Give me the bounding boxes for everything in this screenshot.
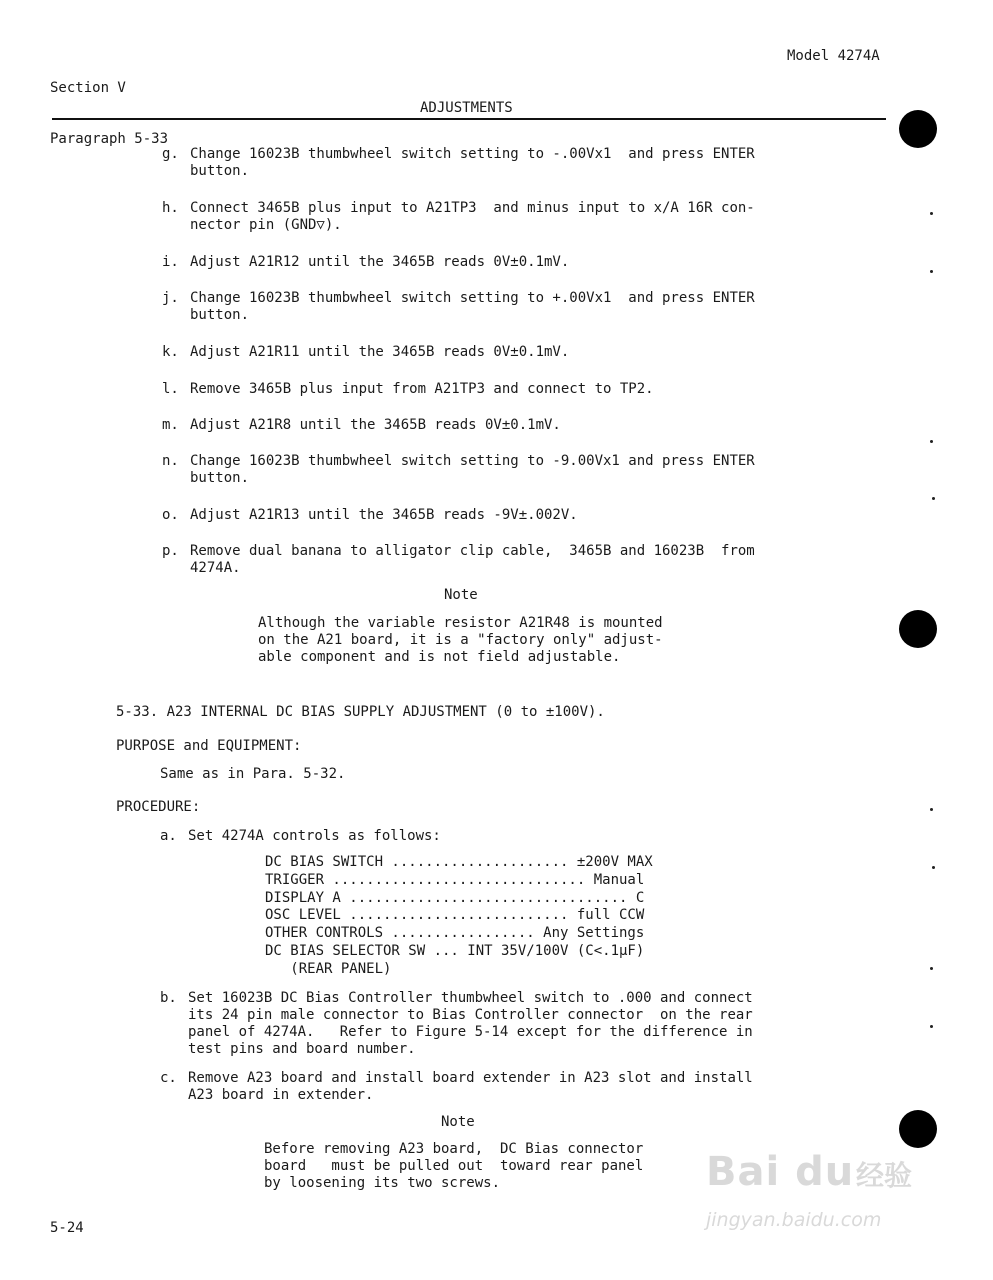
step-text: Adjust A21R8 until the 3465B reads 0V±0.1mV. (190, 417, 561, 433)
step-text: Adjust A21R12 until the 3465B reads 0V±0.1mV. (190, 254, 570, 270)
binder-hole (899, 110, 937, 148)
setting-row: DISPLAY A ................................. C (265, 889, 645, 906)
step-letter: k. (162, 344, 179, 360)
binder-hole (899, 610, 937, 648)
step-letter: b. (160, 990, 177, 1006)
setting-row: TRIGGER .............................. Manual (265, 871, 645, 888)
step-letter: m. (162, 417, 179, 433)
note-body: Before removing A23 board, DC Bias connector board must be pulled out toward rear panel by loosening its two screws. (264, 1141, 644, 1191)
step-text: Change 16023B thumbwheel switch setting to -9.00Vx1 and press ENTER button. (190, 453, 755, 486)
step-text: Set 16023B DC Bias Controller thumbwheel switch to .000 and connect its 24 pin male connector to Bias Controller connector on the rear panel of 4274A. Refer to Figure 5-14 except for the difference in test pins and board number. (188, 990, 753, 1057)
step-letter: p. (162, 543, 179, 559)
step-text: Change 16023B thumbwheel switch setting to +.00Vx1 and press ENTER button. (190, 290, 755, 323)
section-heading (50, 46, 168, 165)
setting-row: (REAR PANEL) (265, 960, 392, 977)
step-letter: l. (162, 381, 179, 397)
setting-row: DC BIAS SWITCH ..................... ±200V MAX (265, 854, 653, 870)
section-label: Section V (50, 80, 126, 96)
watermark-url: jingyan.baidu.com (706, 1209, 882, 1231)
step-text: Remove 3465B plus input from A21TP3 and connect to TP2. (190, 381, 654, 397)
watermark-cn: 经验 (856, 1159, 913, 1192)
speck (930, 212, 933, 215)
watermark (706, 1148, 946, 1248)
speck (930, 967, 933, 970)
speck (932, 497, 935, 500)
setting-row: DC BIAS SELECTOR SW ... INT 35V/100V (C<.1μF) (265, 942, 645, 959)
purpose-text: Same as in Para. 5-32. (160, 766, 346, 782)
section-5-33-heading: 5-33. A23 INTERNAL DC BIAS SUPPLY ADJUSTMENT (0 to ±100V). (116, 704, 605, 720)
setting-row: OTHER CONTROLS ................. Any Settings (265, 925, 645, 942)
note-body: Although the variable resistor A21R48 is mounted on the A21 board, it is a "factory only" adjust- able component and is not field adjustable. (258, 615, 663, 665)
step-letter: j. (162, 290, 179, 306)
binder-hole (899, 1110, 937, 1148)
step-letter: o. (162, 507, 179, 523)
step-text: Connect 3465B plus input to A21TP3 and minus input to x/A 16R con- nector pin (GND▽). (190, 200, 755, 233)
step-text: Adjust A21R11 until the 3465B reads 0V±0.1mV. (190, 344, 570, 360)
model-label: Model 4274A (787, 48, 880, 64)
step-letter: a. (160, 828, 177, 844)
paragraph-label: Paragraph 5-33 (50, 131, 169, 147)
step-text: Adjust A21R13 until the 3465B reads -9V±.002V. (190, 507, 578, 523)
step-text: Set 4274A controls as follows: (188, 828, 441, 844)
step-letter: h. (162, 200, 179, 216)
step-text: Change 16023B thumbwheel switch setting to -.00Vx1 and press ENTER button. (190, 146, 755, 179)
step-letter: c. (160, 1070, 177, 1086)
step-text: Remove A23 board and install board extender in A23 slot and install A23 board in extender. (188, 1070, 753, 1103)
settings-table (265, 854, 653, 979)
step-letter: i. (162, 254, 179, 270)
purpose-label: PURPOSE and EQUIPMENT: (116, 738, 302, 754)
procedure-label: PROCEDURE: (116, 799, 201, 815)
speck (930, 270, 933, 273)
step-letter: g. (162, 146, 179, 162)
header-rule (52, 118, 886, 120)
note-heading: Note (444, 587, 478, 603)
step-letter: n. (162, 453, 179, 469)
speck (930, 1025, 933, 1028)
speck (930, 808, 933, 811)
speck (930, 440, 933, 443)
watermark-brand: Bai du (706, 1149, 855, 1195)
note-heading: Note (441, 1114, 475, 1130)
speck (932, 866, 935, 869)
page-number: 5-24 (50, 1220, 84, 1236)
page-title: ADJUSTMENTS (420, 100, 513, 116)
setting-row: OSC LEVEL .......................... full CCW (265, 907, 645, 924)
step-text: Remove dual banana to alligator clip cable, 3465B and 16023B from 4274A. (190, 543, 755, 576)
